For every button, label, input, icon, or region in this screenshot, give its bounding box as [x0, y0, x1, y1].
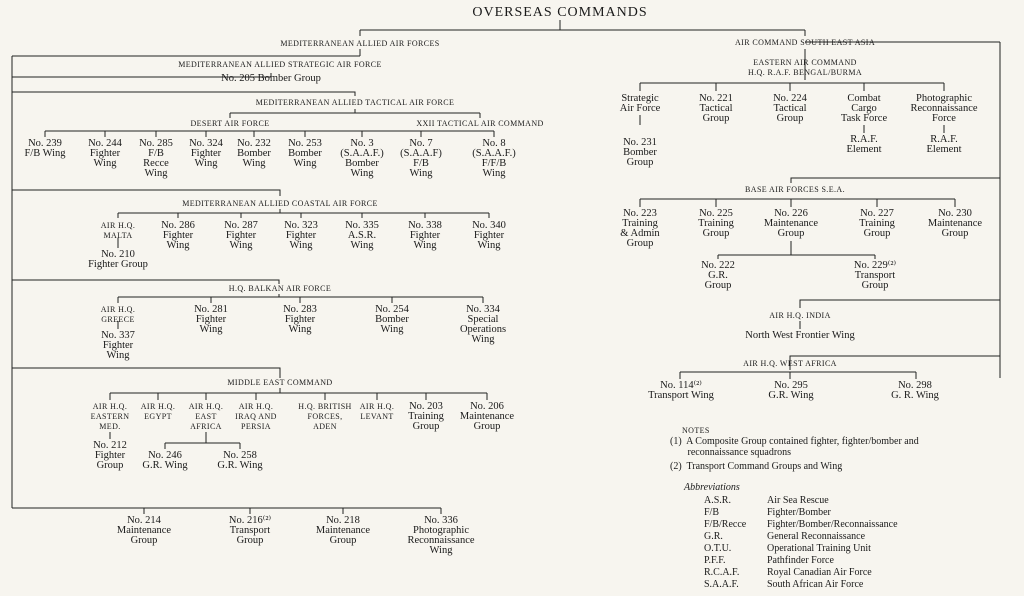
air-hq-malta: AIR H.Q. MALTA [100, 221, 136, 240]
wing-336: No. 336 Photographic Reconnaissance Wing [407, 515, 475, 556]
macaf-label: MEDITERRANEAN ALLIED COASTAL AIR FORCE [182, 199, 378, 208]
note-1: (1) A Composite Group contained fighter, fighter/bomber and reconnaissance squadrons [670, 436, 919, 458]
base-air-forces-label: BASE AIR FORCES S.E.A. [745, 185, 845, 194]
group-227: No. 227 Training Group [859, 208, 895, 239]
group-222: No. 222 G.R. Group [701, 260, 735, 291]
wing-340: No. 340 Fighter Wing [472, 220, 506, 251]
wing-324: No. 324 Fighter Wing [189, 138, 223, 169]
wing-253: No. 253 Bomber Wing [288, 138, 322, 169]
air-hq-levant: AIR H.Q. LEVANT [359, 402, 395, 421]
wing-3-saaf: No. 3 (S.A.A.F.) Bomber Wing [340, 138, 384, 179]
group-221: No. 221 Tactical Group [699, 93, 733, 124]
wing-287: No. 287 Fighter Wing [224, 220, 258, 251]
wing-338: No. 338 Fighter Wing [408, 220, 442, 251]
raf-element-1: R.A.F. Element [846, 134, 882, 155]
photo-recon-force: Photographic Reconnaissance Force [910, 93, 978, 124]
wing-7-saaf: No. 7 (S.A.A.F) F/B Wing [400, 138, 442, 179]
group-230: No. 230 Maintenance Group [927, 208, 983, 239]
wing-258: No. 258 G.R. Wing [217, 450, 263, 471]
wing-337: No. 337 Fighter Wing [101, 330, 135, 361]
raf-element-2: R.A.F. Element [926, 134, 962, 155]
desert-air-force-label: DESERT AIR FORCE [190, 119, 270, 128]
hq-british-forces-aden: H.Q. BRITISH FORCES, ADEN [298, 402, 352, 431]
wing-298: No. 298 G. R. Wing [891, 380, 939, 401]
notes-heading: NOTES [682, 426, 710, 435]
wing-281: No. 281 Fighter Wing [194, 304, 228, 335]
wing-8-saaf: No. 8 (S.A.A.F.) F/F/B Wing [472, 138, 516, 179]
air-hq-eastern-med: AIR H.Q. EASTERN MED. [90, 402, 130, 431]
wing-295: No. 295 G.R. Wing [768, 380, 814, 401]
group-223: No. 223 Training & Admin Group [620, 208, 660, 249]
wing-283: No. 283 Fighter Wing [283, 304, 317, 335]
wing-246: No. 246 G.R. Wing [142, 450, 188, 471]
group-231: No. 231 Bomber Group [623, 137, 657, 168]
wing-254: No. 254 Bomber Wing [375, 304, 409, 335]
air-hq-iraq-persia: AIR H.Q. IRAQ AND PERSIA [235, 402, 277, 431]
mataf-label: MEDITERRANEAN ALLIED TACTICAL AIR FORCE [255, 98, 455, 107]
note-2: (2) Transport Command Groups and Wing [670, 461, 843, 472]
group-205: No. 205 Bomber Group [221, 73, 321, 84]
wing-285: No. 285 F/B Recce Wing [139, 138, 173, 179]
air-hq-greece: AIR H.Q. GREECE [100, 305, 136, 324]
group-225: No. 225 Training Group [698, 208, 734, 239]
nw-frontier-wing: North West Frontier Wing [745, 330, 855, 341]
air-hq-egypt: AIR H.Q. EGYPT [140, 402, 176, 421]
abbreviation-keys: A.S.R. F/B F/B/Recce G.R. O.T.U. P.F.F. R.C.A.F. S.A.A.F. [704, 495, 747, 590]
group-229: No. 229⁽²⁾ Transport Group [853, 260, 897, 291]
wing-114: No. 114⁽²⁾ Transport Wing [648, 380, 714, 401]
chart-title: OVERSEAS COMMANDS [472, 5, 648, 20]
wing-323: No. 323 Fighter Wing [284, 220, 318, 251]
strategic-air-force: Strategic Air Force [619, 93, 661, 114]
wing-244: No. 244 Fighter Wing [88, 138, 122, 169]
eastern-air-command-label: EASTERN AIR COMMAND H.Q. R.A.F. BENGAL/BURMA [747, 58, 863, 77]
balkan-label: H.Q. BALKAN AIR FORCE [228, 284, 332, 293]
group-203: No. 203 Training Group [408, 401, 444, 432]
maaf-label: MEDITERRANEAN ALLIED AIR FORCES [280, 39, 440, 48]
group-226: No. 226 Maintenance Group [763, 208, 819, 239]
group-218: No. 218 Maintenance Group [315, 515, 371, 546]
wing-232: No. 232 Bomber Wing [237, 138, 271, 169]
abbreviations-heading: Abbreviations [684, 482, 740, 493]
wing-334: No. 334 Special Operations Wing [459, 304, 507, 345]
air-hq-west-africa-label: AIR H.Q. WEST AFRICA [743, 359, 837, 368]
xxii-tac-label: XXII TACTICAL AIR COMMAND [416, 119, 544, 128]
group-210: No. 210 Fighter Group [88, 249, 148, 270]
group-214: No. 214 Maintenance Group [116, 515, 172, 546]
group-212: No. 212 Fighter Group [93, 440, 127, 471]
combat-cargo-task-force: Combat Cargo Task Force [840, 93, 888, 124]
abbreviation-values: Air Sea Rescue Fighter/Bomber Fighter/Bomber/Reconnaissance General Reconnaissance Operational Training Unit Pathfinder Force Royal Canadian Air Force South African Air Force [767, 495, 898, 590]
group-224: No. 224 Tactical Group [773, 93, 807, 124]
air-hq-india-label: AIR H.Q. INDIA [769, 311, 831, 320]
acsea-label: AIR COMMAND SOUTH EAST ASIA [735, 38, 875, 47]
group-216: No. 216⁽²⁾ Transport Group [228, 515, 272, 546]
wing-239: No. 239 F/B Wing [24, 138, 66, 159]
masaf-label: MEDITERRANEAN ALLIED STRATEGIC AIR FORCE [178, 60, 382, 69]
wing-286: No. 286 Fighter Wing [161, 220, 195, 251]
mec-label: MIDDLE EAST COMMAND [227, 378, 333, 387]
wing-335: No. 335 A.S.R. Wing [345, 220, 379, 251]
group-206: No. 206 Maintenance Group [459, 401, 515, 432]
air-hq-east-africa: AIR H.Q. EAST AFRICA [188, 402, 224, 431]
